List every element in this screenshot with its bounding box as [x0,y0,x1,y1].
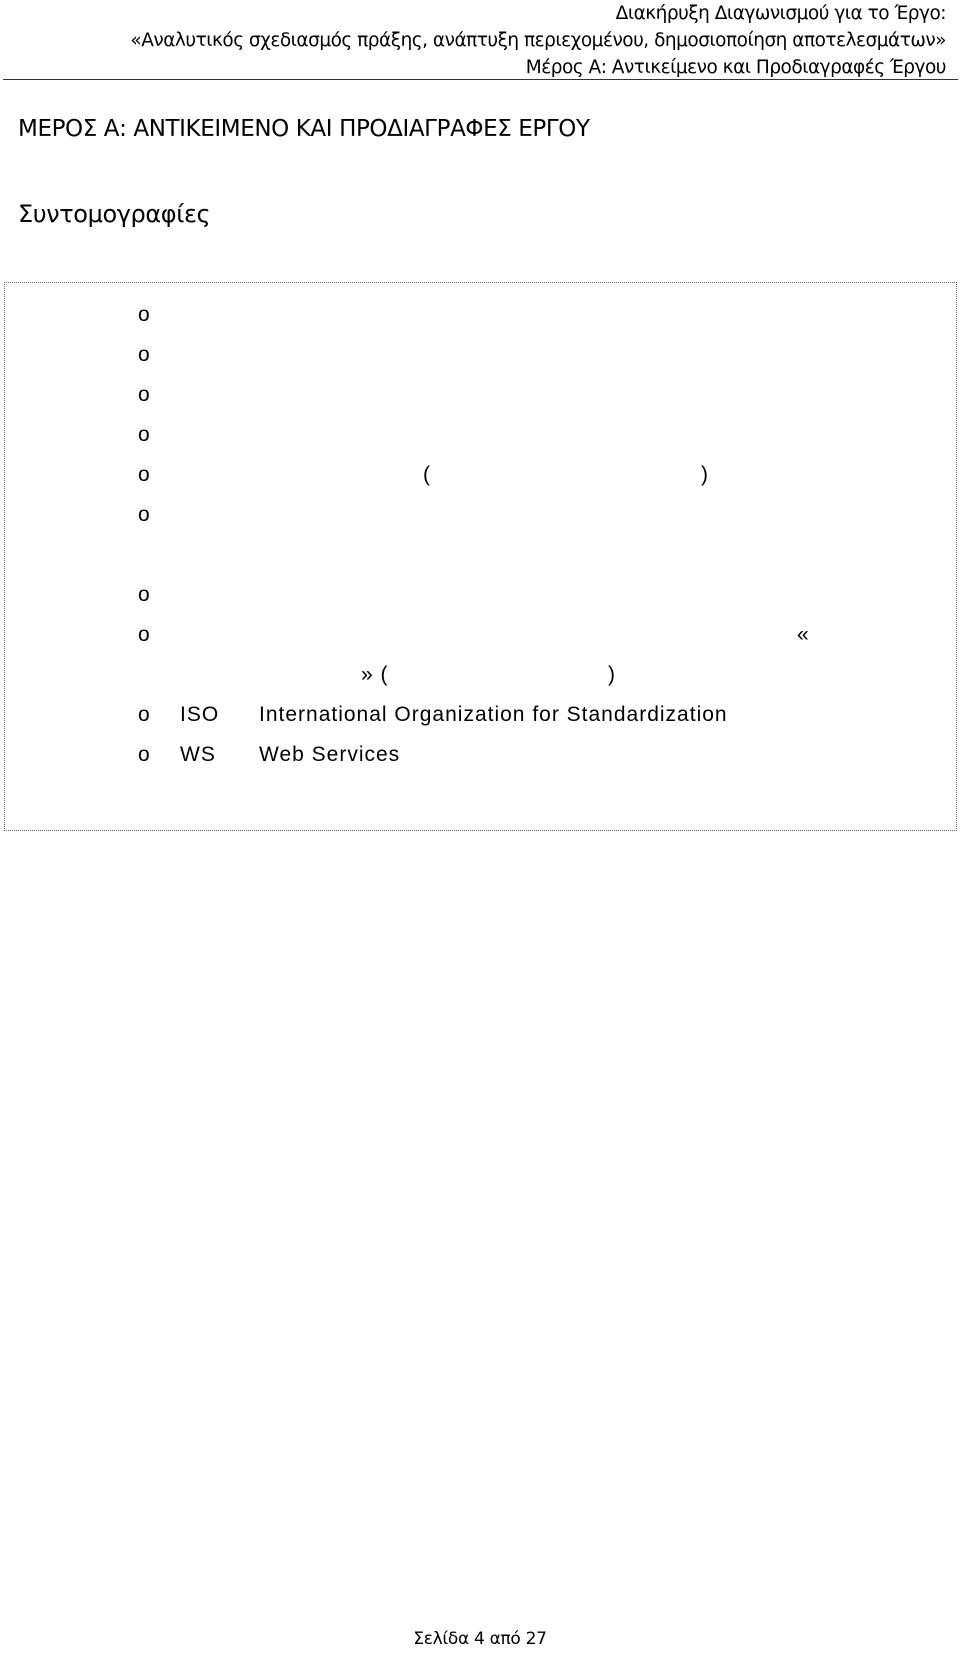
abbreviation-description: Web Services [259,743,401,766]
close-paren: ) [701,463,709,486]
bullet-icon: o [138,423,151,446]
close-paren: ) [608,663,616,686]
open-paren: ( [423,463,431,486]
list-item [5,383,958,413]
abbreviation: WS [180,743,216,766]
abbreviation: ISO [180,703,220,726]
abbreviations-list [4,282,957,831]
list-item [5,463,958,493]
bullet-icon: o [138,743,151,766]
list-item [5,343,958,373]
list-item [5,423,958,453]
list-item [5,623,958,653]
abbreviation-description: International Organization for Standardization [259,703,728,726]
bullet-icon: o [138,343,151,366]
bullet-icon: o [138,383,151,406]
bullet-icon: o [138,623,151,646]
header-divider [3,79,958,80]
list-item-continuation [5,663,958,693]
list-item [5,303,958,333]
bullet-icon: o [138,503,151,526]
list-item [5,503,958,533]
list-item [5,743,958,773]
section-title: ΜΕΡΟΣ Α: ΑΝΤΙΚΕΙΜΕΝΟ ΚΑΙ ΠΡΟΔΙΑΓΡΑΦΕΣ ΕΡΓΟΥ [18,116,590,142]
bullet-icon: o [138,463,151,486]
header-line-1: Διακήρυξη Διαγωνισμού για το Έργο: [615,3,946,24]
list-item [5,583,958,613]
page-number: Σελίδα 4 από 27 [413,1629,547,1649]
bullet-icon: o [138,583,151,606]
header-line-2: «Αναλυτικός σχεδιασμός πράξης, ανάπτυξη περιεχομένου, δημοσιοποίηση αποτελεσμάτων» [130,30,946,51]
page-header [6,0,946,81]
subsection-title: Συντομογραφίες [18,200,211,228]
bullet-icon: o [138,303,151,326]
bullet-icon: o [138,703,151,726]
open-quote: « [797,623,810,646]
list-item [5,703,958,733]
header-line-3: Μέρος Α: Αντικείμενο και Προδιαγραφές Έργου [525,57,946,78]
close-quote-paren: » ( [361,663,389,686]
